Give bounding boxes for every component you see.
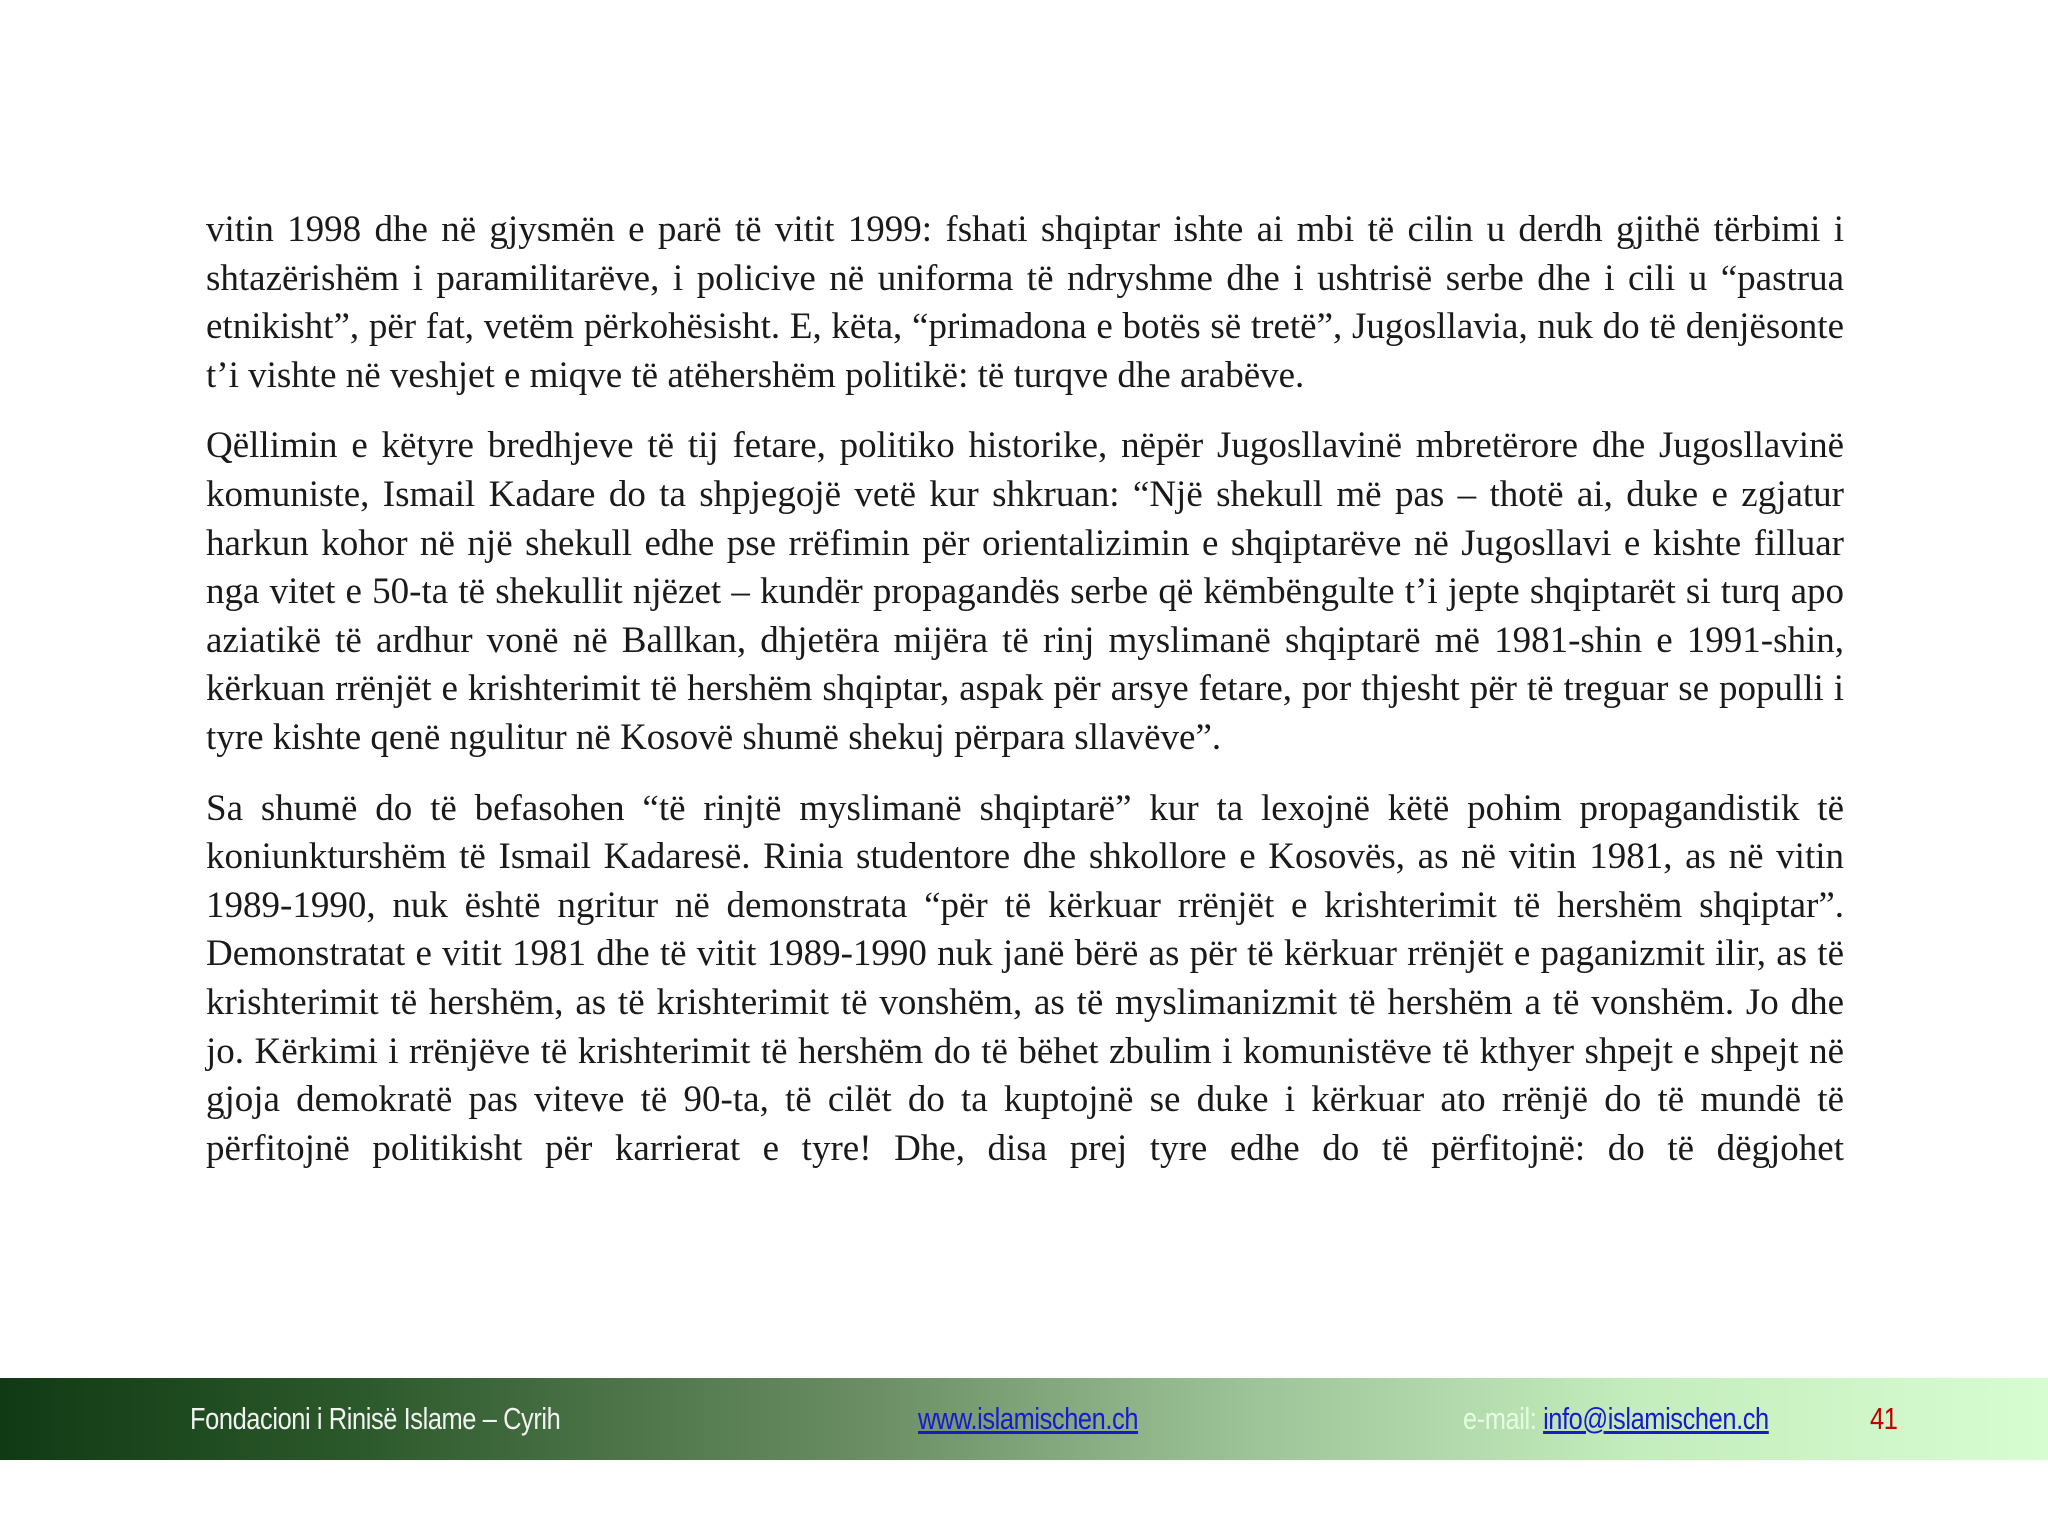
footer-email-label: e-mail: [1463,1401,1544,1436]
page-number: 41 [1870,1401,1898,1436]
footer-organization: Fondacioni i Rinisë Islame – Cyrih [190,1401,561,1436]
page-footer [0,1378,2048,1460]
paragraph-2: Qëllimin e këtyre bredhjeve të tij fetare, politiko historike, nëpër Jugosllavinë mbretërore dhe Jugosllavinë komuniste, Ismail Kadare do ta shpjegojë vetë kur shkruan: “Një shekull më pas – thotë ai, duke e zgjatur harkun kohor në një shekull edhe pse rrëfimin për orientalizimin e shqiptarëve në Jugosllavi e kishte filluar nga vitet e 50-ta të shekullit njëzet – kundër propagandës serbe që këmbëngulte t’i jepte shqiptarët si turq apo aziatikë të ardhur vonë në Ballkan, dhjetëra mijëra të rinj myslimanë shqiptarë më 1981-shin e 1991-shin, kërkuan rrënjët e krishterimit të hershëm shqiptar, aspak për arsye fetare, por thjesht për të treguar se populli i tyre kishte qenë ngulitur në Kosovë shumë shekuj përpara sllavëve”. [206,425,1844,758]
footer-email-link[interactable]: info@islamischen.ch [1543,1401,1769,1436]
paragraph-1: vitin 1998 dhe në gjysmën e parë të vitit 1999: fshati shqiptar ishte ai mbi të cilin u derdh gjithë tërbimi i shtazërishëm i paramilitarëve, i policive në uniforma të ndryshme dhe i ushtrisë serbe dhe i cili u “pastrua etnikisht”, për fat, vetëm përkohësisht. E, këta, “primadona e botës së tretë”, Jugosllavia, nuk do të denjësonte t’i vishte në veshjet e miqve të atëhershëm politikë: të turqve dhe arabëve. [206,209,1844,396]
paragraph-3: Sa shumë do të befasohen “të rinjtë myslimanë shqiptarë” kur ta lexojnë këtë pohim propagandistik të koniunkturshëm të Ismail Kadaresë. Rinia studentore dhe shkollore e Kosovës, as në vitin 1981, as në vitin 1989-1990, nuk është ngritur në demonstrata “për të kërkuar rrënjët e krishterimit të hershëm shqiptar”. Demonstratat e vitit 1981 dhe të vitit 1989-1990 nuk janë bërë as për të kërkuar rrënjët e paganizmit ilir, as të krishterimit të hershëm, as të krishterimit të vonshëm, as të myslimanizmit të hershëm a të vonshëm. Jo dhe jo. Kërkimi i rrënjëve të krishterimit të hershëm do të bëhet zbulim i komunistëve të kthyer shpejt e shpejt në gjoja demokratë pas viteve të 90-ta, të cilët do ta kuptojnë se duke i kërkuar ato rrënjë do të mundë të përfitojnë politikisht për karrierat e tyre! Dhe, disa prej tyre edhe do të përfitojnë: do të dëgjohet [206,787,1844,1169]
footer-website-link[interactable]: www.islamischen.ch [918,1401,1139,1436]
footer-email [1463,1399,1769,1439]
page-body [206,206,1844,1195]
